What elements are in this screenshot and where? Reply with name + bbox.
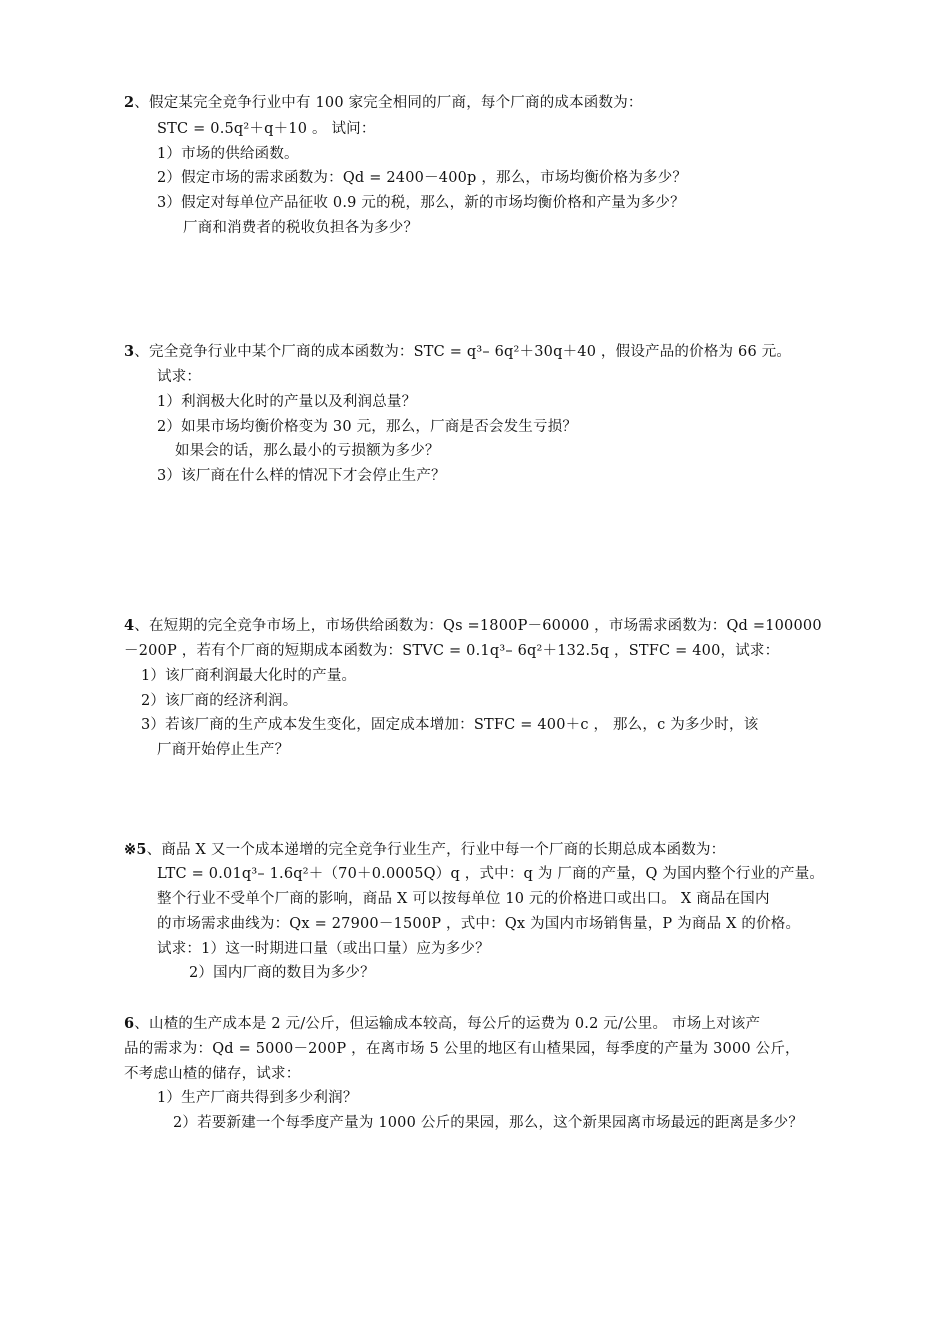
problem-2-line: 厂商和消费者的税收负担各为多少？ [183,220,419,236]
problem-5-line: 的市场需求曲线为：Qx = 27900－1500P ，式中：Qx 为国内市场销售量，P 为商品 X 的价格。 [157,916,801,932]
problem-text: 、完全竞争行业中某个厂商的成本函数为：STC = q³– 6q²＋30q＋40 ，假设产品的价格为 66 元。 [134,344,792,360]
problem-3-line: 如果会的话，那么最小的亏损额为多少？ [175,443,440,459]
problem-text: 、商品 X 又一个成本递增的完全竞争行业生产，行业中每一个厂商的长期总成本函数为： [146,842,726,858]
problem-number: 6 [124,1015,135,1032]
problem-4-line: 厂商开始停止生产？ [157,742,290,758]
problem-text: 、山楂的生产成本是 2 元/公斤，但运输成本较高，每公斤的运费为 0.2 元/公里。 市场上对该产 [134,1016,761,1032]
problem-6-line: 2）若要新建一个每季度产量为 1000 公斤的果园，那么，这个新果园离市场最远的距离是多少？ [173,1115,804,1131]
problem-5-line: 2）国内厂商的数目为多少？ [189,965,375,981]
problem-number: 4 [124,617,135,634]
problem-3-line: 3）该厂商在什么样的情况下才会停止生产？ [157,468,446,484]
problem-2-line: STC = 0.5q²＋q＋10 。 试问： [157,121,376,137]
problem-3-line: 1）利润极大化时的产量以及利润总量？ [157,394,417,410]
problem-text: 、在短期的完全竞争市场上，市场供给函数为：Qs =1800P－60000 ，市场需求函数为：Qd =100000 [134,618,822,634]
problem-2-line: 3）假定对每单位产品征收 0.9 元的税，那么，新的市场均衡价格和产量为多少？ [157,195,685,211]
problem-3-line: 试求： [157,369,202,385]
problem-5-line: 试求：1）这一时期进口量（或出口量）应为多少？ [157,941,490,957]
problem-6-line: 1）生产厂商共得到多少利润？ [157,1090,358,1106]
problem-2-line: 1）市场的供给函数。 [157,146,299,162]
problem-number: ※5 [124,841,147,858]
problem-2-line: 2）假定市场的需求函数为：Qd = 2400－400p ，那么，市场均衡价格为多少？ [157,170,688,186]
problem-4-line: 1）该厂商利润最大化时的产量。 [141,668,357,684]
problem-6-line: 品的需求为：Qd = 5000－200P ，在离市场 5 公里的地区有山楂果园，每季度的产量为 3000 公斤， [124,1041,800,1057]
problem-6-line: 不考虑山楂的储存，试求： [124,1066,301,1082]
problem-4-line: －200P ，若有个厂商的短期成本函数为：STVC = 0.1q³– 6q²＋132.5q ，STFC = 400，试求： [124,643,780,659]
problem-4-line: 3）若该厂商的生产成本发生变化，固定成本增加：STFC = 400＋c ， 那么，c 为多少时，该 [141,717,759,733]
problem-5-title [124,840,725,860]
problem-text: 、假定某完全竞争行业中有 100 家完全相同的厂商，每个厂商的成本函数为： [134,95,643,111]
problem-5-line: 整个行业不受单个厂商的影响，商品 X 可以按每单位 10 元的价格进口或出口。 X 商品在国内 [157,891,770,907]
problem-6-title [124,1014,760,1034]
problem-4-title [124,616,822,636]
problem-5-line: LTC = 0.01q³– 1.6q²＋（70＋0.0005Q）q ，式中：q 为 厂商的产量，Q 为国内整个行业的产量。 [157,866,825,882]
problem-2-title [124,93,643,113]
problem-number: 3 [124,343,135,360]
problem-3-line: 2）如果市场均衡价格变为 30 元，那么，厂商是否会发生亏损？ [157,419,578,435]
problem-3-title [124,342,791,362]
problem-4-line: 2）该厂商的经济利润。 [141,693,298,709]
problem-number: 2 [124,94,135,111]
